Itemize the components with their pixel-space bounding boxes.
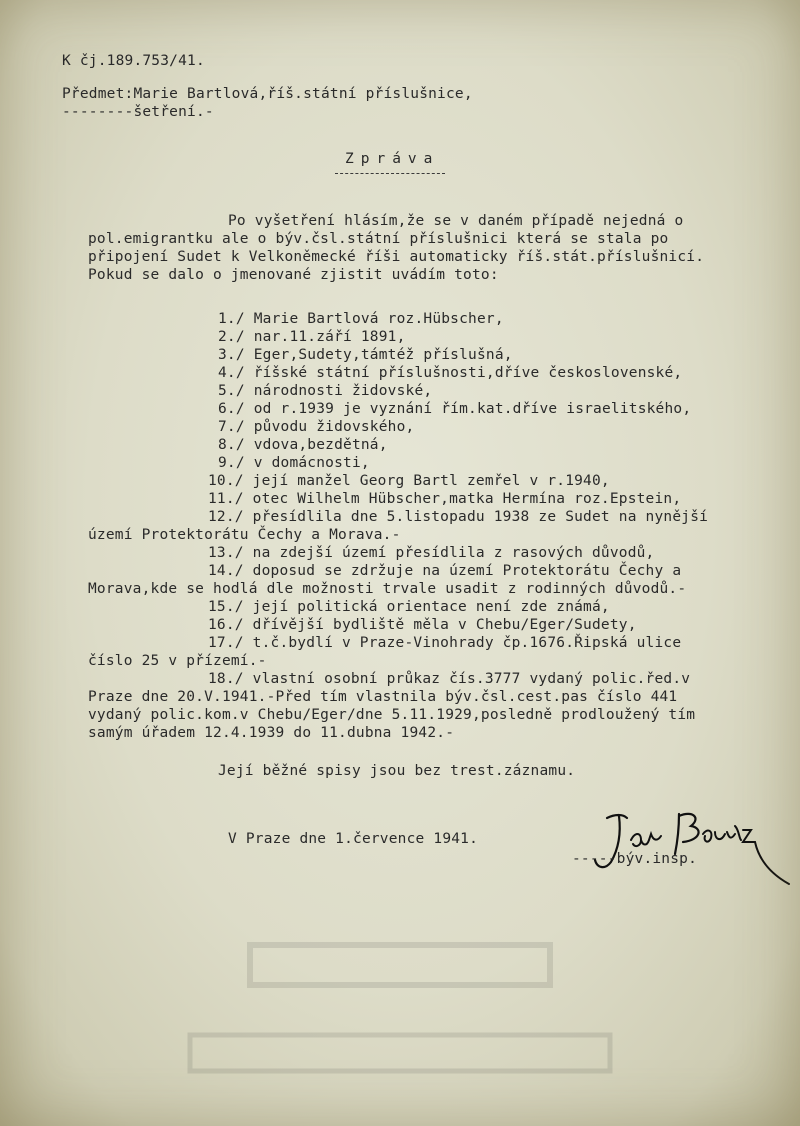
list-item: 11./ otec Wilhelm Hübscher,matka Hermína roz.Epstein, <box>208 491 682 507</box>
list-item: 17./ t.č.bydlí v Praze-Vinohrady čp.1676.Řipská ulice <box>208 635 682 651</box>
list-item: 7./ původu židovského, <box>218 419 415 435</box>
intro-line: Po vyšetření hlásím,že se v daném případě nejedná o <box>228 213 684 229</box>
list-item: 18./ vlastní osobní průkaz čís.3777 vydaný polic.řed.v <box>208 671 691 687</box>
list-item: 16./ dřívější bydliště měla v Chebu/Eger/Sudety, <box>208 617 637 633</box>
list-item: 4./ říšské státní příslušnosti,dříve československé, <box>218 365 683 381</box>
list-item: 1./ Marie Bartlová roz.Hübscher, <box>218 311 504 327</box>
place-and-date: V Praze dne 1.července 1941. <box>228 831 479 847</box>
intro-line: připojení Sudet k Velkoněmecké říši automaticky říš.stát.příslušnicí. <box>88 249 705 265</box>
list-item: 15./ její politická orientace není zde známá, <box>208 599 610 615</box>
list-item-continuation: Praze dne 20.V.1941.-Před tím vlastnila býv.čsl.cest.pas číslo 441 <box>88 689 678 705</box>
list-item: 14./ doposud se zdržuje na území Protektorátu Čechy a <box>208 563 682 579</box>
list-item-continuation: samým úřadem 12.4.1939 do 11.dubna 1942.- <box>88 725 455 741</box>
list-item: 8./ vdova,bezdětná, <box>218 437 388 453</box>
list-item-continuation: území Protektorátu Čechy a Morava.- <box>88 527 401 543</box>
list-item: 13./ na zdejší území přesídlila z rasových důvodů, <box>208 545 655 561</box>
bleed-through-letterhead <box>180 935 620 1095</box>
reference-number: K čj.189.753/41. <box>62 53 205 69</box>
intro-line: pol.emigrantku ale o býv.čsl.státní příslušnici která se stala po <box>88 231 669 247</box>
list-item-continuation: vydaný polic.kom.v Chebu/Eger/dne 5.11.1929,posledně prodloužený tím <box>88 707 696 723</box>
subject-line-1: Předmet:Marie Bartlová,říš.státní příslušnice, <box>62 86 473 102</box>
list-item: 10./ její manžel Georg Bartl zemřel v r.1940, <box>208 473 610 489</box>
list-item-continuation: Morava,kde se hodlá dle možnosti trvale usadit z rodinných důvodů.- <box>88 581 687 597</box>
list-item: 3./ Eger,Sudety,támtéž příslušná, <box>218 347 513 363</box>
list-item-continuation: číslo 25 v přízemí.- <box>88 653 267 669</box>
handwritten-signature <box>575 800 795 895</box>
list-item: 2./ nar.11.září 1891, <box>218 329 406 345</box>
title-underline <box>335 173 445 174</box>
closing-statement: Její běžné spisy jsou bez trest.záznamu. <box>218 763 576 779</box>
signature-title: -----býv.insp. <box>572 851 698 867</box>
list-item: 6./ od r.1939 je vyznání řím.kat.dříve israelitského, <box>218 401 692 417</box>
report-title: Zpráva <box>345 151 440 167</box>
intro-line: Pokud se dalo o jmenované zjistit uvádím toto: <box>88 267 499 283</box>
list-item: 9./ v domácnosti, <box>218 455 370 471</box>
subject-line-2: --------šetření.- <box>62 104 214 120</box>
list-item: 5./ národnosti židovské, <box>218 383 433 399</box>
list-item: 12./ přesídlila dne 5.listopadu 1938 ze Sudet na nynější <box>208 509 709 525</box>
